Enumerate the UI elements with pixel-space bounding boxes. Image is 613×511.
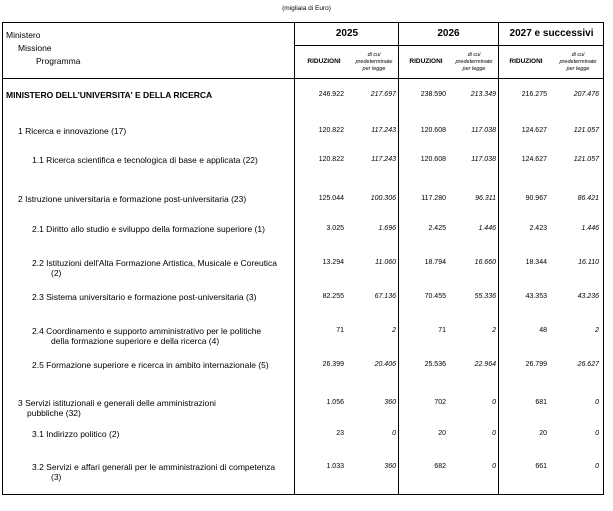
- divider: [2, 78, 604, 79]
- row-label: 2.3 Sistema universitario e formazione post-universitaria (3): [32, 292, 257, 302]
- cell: 22.964: [474, 361, 496, 368]
- cell: 2: [595, 327, 599, 334]
- cell: 661: [535, 463, 547, 470]
- cell: 2: [392, 327, 396, 334]
- cell: 43.236: [577, 293, 599, 300]
- cell: 0: [492, 463, 496, 470]
- cell: 2: [492, 327, 496, 334]
- cell: 682: [434, 463, 446, 470]
- cell: 55.336: [474, 293, 496, 300]
- cell: 16.110: [578, 259, 599, 266]
- cell: 71: [336, 327, 344, 334]
- row-label: 2.2 Istituzioni dell'Alta Formazione Artistica, Musicale e Coreutica: [32, 258, 277, 268]
- cell: 1.446: [581, 225, 599, 232]
- cell: 120.822: [318, 127, 344, 134]
- cell: 43.353: [525, 293, 547, 300]
- cell: 0: [392, 430, 396, 437]
- cell: 96.311: [475, 195, 496, 202]
- cell: 90.967: [525, 195, 547, 202]
- cell: 3.025: [326, 225, 344, 232]
- cell: 121.057: [573, 127, 599, 134]
- cell: 1.696: [378, 225, 396, 232]
- cell: 120.608: [420, 156, 446, 163]
- row-label: MINISTERO DELL'UNIVERSITA' E DELLA RICERCA: [6, 90, 213, 100]
- cell: 13.294: [322, 259, 344, 266]
- header-ministero: Ministero: [6, 30, 41, 40]
- cell: 117.280: [421, 195, 446, 202]
- cell: 20: [438, 430, 446, 437]
- cell: 23: [336, 430, 344, 437]
- cell: 117.038: [471, 156, 496, 163]
- row-label: 3 Servizi istituzionali e generali delle amministrazioni: [18, 398, 216, 408]
- cell: 100.306: [370, 195, 396, 202]
- cell: 117.038: [471, 127, 496, 134]
- cell: 25.536: [424, 361, 446, 368]
- cell: 0: [595, 463, 599, 470]
- cell: 0: [492, 399, 496, 406]
- col-riduzioni: RIDUZIONI: [307, 58, 341, 65]
- divider: [498, 22, 499, 495]
- year-2026: 2026: [437, 28, 460, 39]
- cell: 360: [384, 399, 396, 406]
- cell: 26.627: [577, 361, 599, 368]
- cell: 1.056: [326, 399, 344, 406]
- cell: 216.275: [521, 91, 547, 98]
- cell: 18.794: [424, 259, 446, 266]
- cell: 11.060: [375, 259, 396, 266]
- cell: 82.255: [322, 293, 344, 300]
- cell: 2.423: [529, 225, 547, 232]
- cell: 120.822: [318, 156, 344, 163]
- cell: 48: [539, 327, 547, 334]
- cell: 217.697: [370, 91, 396, 98]
- cell: 124.627: [521, 127, 547, 134]
- col-predeterminate: di cui predeterminate per legge: [559, 52, 597, 72]
- cell: 681: [535, 399, 547, 406]
- cell: 70.455: [424, 293, 446, 300]
- row-label: 2 Istruzione universitaria e formazione post-universitaria (23): [18, 194, 247, 204]
- row-label-cont: pubbliche (32): [27, 408, 81, 418]
- col-riduzioni: RIDUZIONI: [409, 58, 443, 65]
- cell: 360: [384, 463, 396, 470]
- cell: 246.922: [318, 91, 344, 98]
- row-label: 3.2 Servizi e affari generali per le amministrazioni di competenza: [32, 462, 276, 472]
- row-label: 3.1 Indirizzo politico (2): [32, 429, 120, 439]
- year-2025: 2025: [335, 28, 359, 39]
- cell: 18.344: [525, 259, 547, 266]
- cell: 67.136: [374, 293, 396, 300]
- cell: 86.421: [577, 195, 599, 202]
- header-missione: Missione: [18, 43, 52, 53]
- row-label-cont: della formazione superiore e della ricerca (4): [51, 336, 220, 346]
- cell: 1.033: [326, 463, 344, 470]
- cell: 0: [595, 399, 599, 406]
- cell: 71: [438, 327, 446, 334]
- unit-note: (migliaia di Euro): [282, 5, 331, 12]
- col-predeterminate: di cui predeterminate per legge: [355, 52, 393, 72]
- cell: 0: [492, 430, 496, 437]
- cell: 16.660: [474, 259, 496, 266]
- col-predeterminate: di cui predeterminate per legge: [455, 52, 493, 72]
- cell: 120.608: [420, 127, 446, 134]
- cell: 26.799: [525, 361, 547, 368]
- header-programma: Programma: [36, 56, 81, 66]
- col-riduzioni: RIDUZIONI: [509, 58, 543, 65]
- divider: [294, 22, 295, 495]
- divider: [294, 45, 604, 46]
- cell: 125.044: [318, 195, 344, 202]
- row-label-cont: (3): [51, 472, 62, 482]
- cell: 2.425: [428, 225, 446, 232]
- year-2027: 2027 e successivi: [509, 28, 594, 39]
- cell: 26.399: [322, 361, 344, 368]
- cell: 20: [539, 430, 547, 437]
- cell: 117.243: [371, 156, 396, 163]
- cell: 20.406: [374, 361, 396, 368]
- cell: 117.243: [371, 127, 396, 134]
- cell: 1.446: [478, 225, 496, 232]
- row-label: 2.4 Coordinamento e supporto amministrativo per le politiche: [32, 326, 262, 336]
- divider: [398, 22, 399, 495]
- row-label: 1.1 Ricerca scientifica e tecnologica di base e applicata (22): [32, 155, 258, 165]
- row-label-cont: (2): [51, 268, 62, 278]
- cell: 124.627: [521, 156, 547, 163]
- cell: 0: [595, 430, 599, 437]
- cell: 121.057: [573, 156, 599, 163]
- row-label: 2.5 Formazione superiore e ricerca in ambito internazionale (5): [32, 360, 269, 370]
- row-label: 2.1 Diritto allo studio e sviluppo della formazione superiore (1): [32, 224, 265, 234]
- row-label: 1 Ricerca e innovazione (17): [18, 126, 127, 136]
- cell: 213.349: [470, 91, 496, 98]
- cell: 238.590: [420, 91, 446, 98]
- cell: 702: [434, 399, 446, 406]
- cell: 207.476: [573, 91, 599, 98]
